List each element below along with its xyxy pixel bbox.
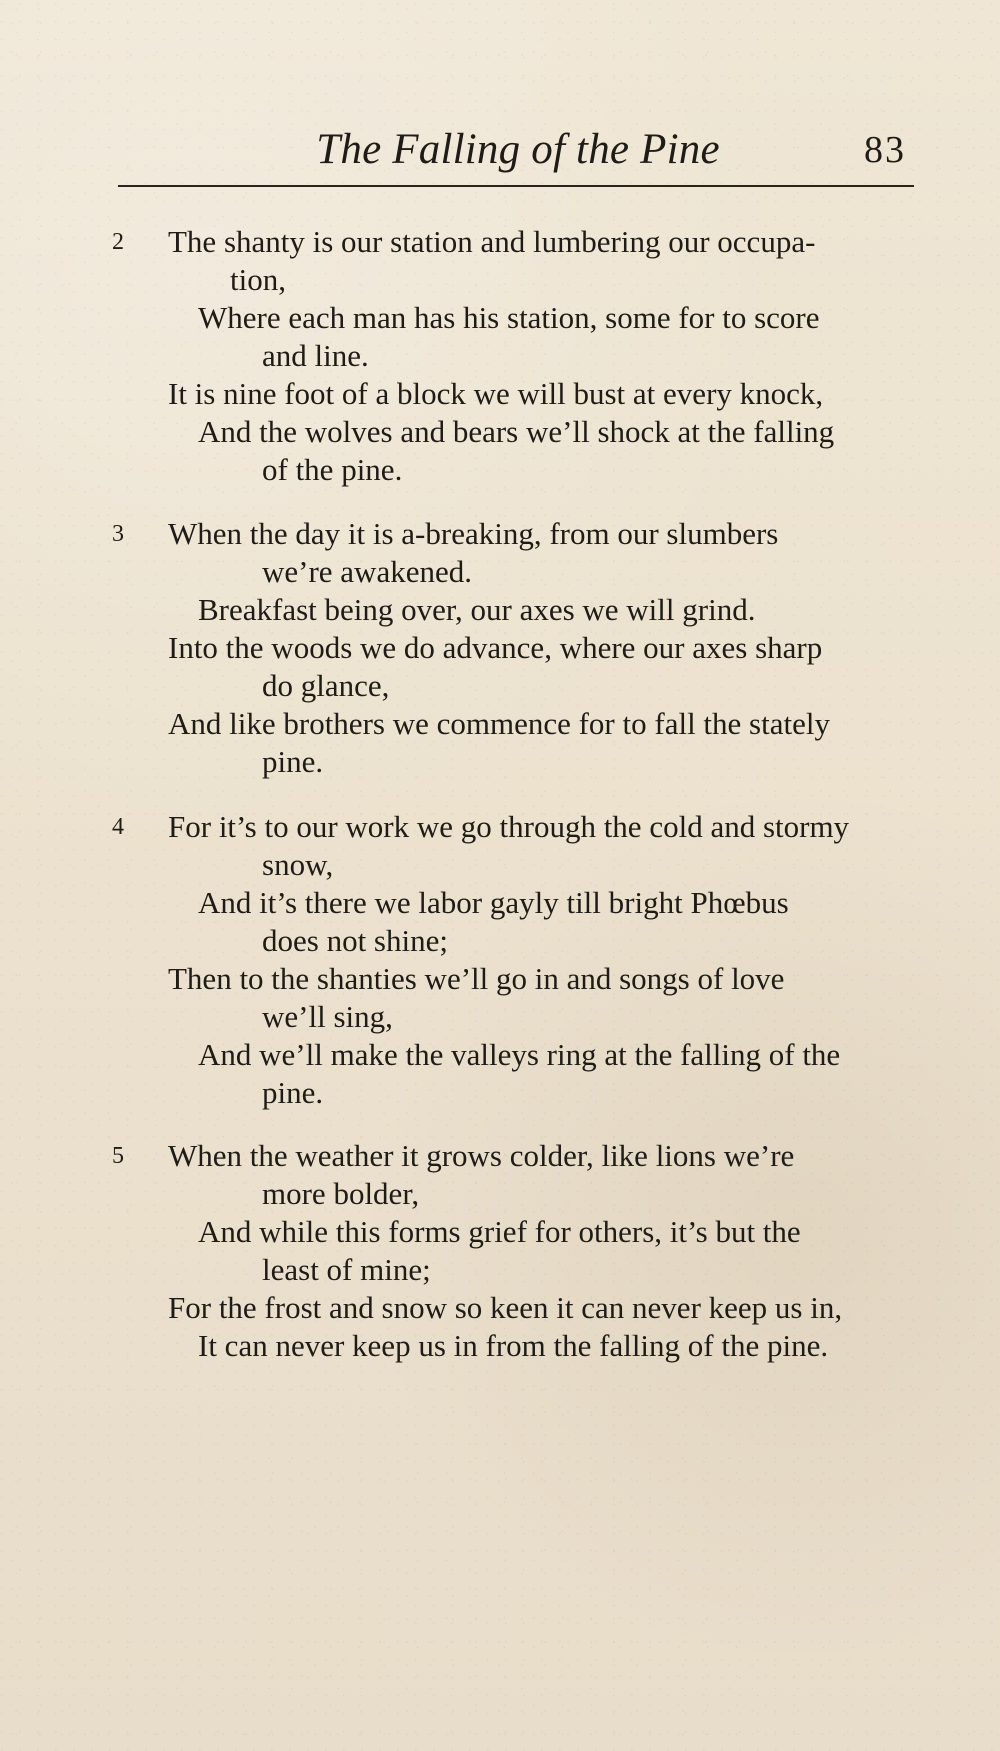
stanza-line: And we’ll make the valleys ring at the falling of the (198, 1037, 841, 1072)
stanza-line: And the wolves and bears we’ll shock at the falling (198, 414, 835, 449)
stanza-line: does not shine; (262, 923, 448, 958)
stanza-line: Into the woods we do advance, where our axes sharp (168, 630, 823, 665)
header-rule (118, 185, 914, 187)
stanza-line: and line. (262, 338, 369, 373)
stanza-line: And it’s there we labor gayly till bright Phœbus (198, 885, 789, 920)
running-title: The Falling of the Pine (316, 126, 720, 173)
stanza-line: tion, (230, 262, 286, 297)
stanza-line: Where each man has his station, some for to score (198, 300, 820, 335)
stanza-line: more bolder, (262, 1176, 420, 1211)
stanza-number: 3 (112, 521, 124, 547)
stanza-line: we’re awakened. (262, 554, 472, 589)
stanza-number: 5 (112, 1143, 124, 1169)
stanza-line: Breakfast being over, our axes we will grind. (198, 592, 756, 627)
stanza-line: When the weather it grows colder, like lions we’re (168, 1138, 795, 1173)
stanza-number: 4 (112, 814, 124, 840)
stanza-line: pine. (262, 744, 324, 779)
page-header (118, 128, 914, 192)
stanza-line: And while this forms grief for others, it’s but the (198, 1214, 801, 1249)
page-number: 83 (864, 129, 906, 171)
stanza-line: do glance, (262, 668, 390, 703)
stanza-line: of the pine. (262, 452, 403, 487)
stanza-line: Then to the shanties we’ll go in and songs of love (168, 961, 785, 996)
stanza-line: least of mine; (262, 1252, 431, 1287)
stanza-line: snow, (262, 847, 334, 882)
stanza-number: 2 (112, 229, 124, 255)
stanza-line: The shanty is our station and lumbering our occupa- (168, 224, 816, 259)
stanza-line: And like brothers we commence for to fall the stately (168, 706, 830, 741)
stanza-line: When the day it is a-breaking, from our slumbers (168, 516, 779, 551)
stanza-line: we’ll sing, (262, 999, 393, 1034)
stanza-line: It can never keep us in from the falling of the pine. (198, 1328, 829, 1363)
stanza-line: pine. (262, 1075, 324, 1110)
stanza-line: It is nine foot of a block we will bust at every knock, (168, 376, 824, 411)
stanza-line: For it’s to our work we go through the cold and stormy (168, 809, 850, 844)
stanza-line: For the frost and snow so keen it can never keep us in, (168, 1290, 843, 1325)
